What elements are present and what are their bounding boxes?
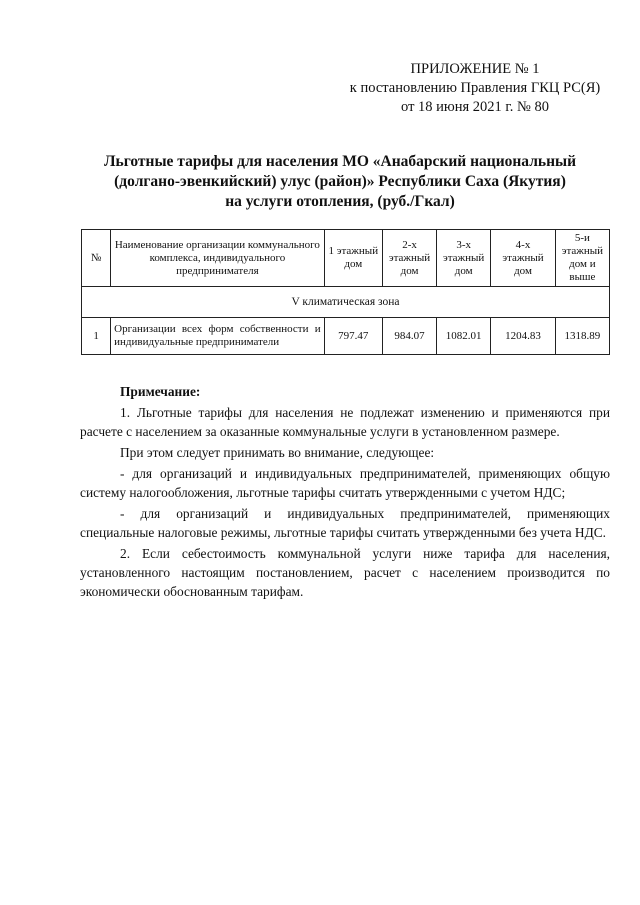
- appendix-resolution: к постановлению Правления ГКЦ РС(Я): [349, 80, 601, 96]
- note-paragraph-4: - для организаций и индивидуальных предпринимателей, применяющих специальные налоговые режимы, льготные тарифы считать утвержденными без учета НДС.: [80, 506, 610, 540]
- header-3-floor: 3-х этажный дом: [437, 230, 491, 287]
- appendix-number: ПРИЛОЖЕНИЕ № 1: [410, 61, 540, 77]
- row-tariff-2-floor: 984.07: [382, 318, 436, 355]
- row-organization: Организации всех форм собственности и индивидуальные предприниматели: [111, 318, 324, 355]
- appendix-date: от 18 июня 2021 г. № 80: [401, 99, 549, 115]
- header-1-floor: 1 этажный дом: [324, 230, 382, 287]
- header-5-floor: 5-и этажный дом и выше: [555, 230, 609, 287]
- notes-label: Примечание:: [120, 384, 201, 399]
- row-tariff-3-floor: 1082.01: [437, 318, 491, 355]
- climate-zone-label: V климатическая зона: [82, 287, 610, 318]
- title-line-2: (долгано-эвенкийский) улус (район)» Республики Саха (Якутия): [114, 173, 566, 190]
- header-2-floor: 2-х этажный дом: [382, 230, 436, 287]
- header-number: №: [82, 230, 111, 287]
- appendix-header: [340, 60, 610, 117]
- row-tariff-5-floor: 1318.89: [555, 318, 609, 355]
- tariff-table: [81, 229, 610, 355]
- title-line-3: на услуги отопления, (руб./Гкал): [225, 193, 455, 210]
- document-title: [80, 152, 600, 212]
- header-4-floor: 4-х этажный дом: [491, 230, 556, 287]
- table-row: [82, 318, 610, 355]
- notes-section: [80, 382, 610, 603]
- row-number: 1: [82, 318, 111, 355]
- climate-zone-row: [82, 287, 610, 318]
- title-line-1: Льготные тарифы для населения МО «Анабарский национальный: [103, 153, 577, 170]
- note-paragraph-1: 1. Льготные тарифы для населения не подлежат изменению и применяются при расчете с населением за оказанные коммунальные услуги в установленном размере.: [80, 405, 610, 439]
- note-paragraph-5: 2. Если себестоимость коммунальной услуги ниже тарифа для населения, установленного настоящим постановлением, расчет с населением производится по экономически обоснованным тарифам.: [80, 546, 610, 599]
- note-paragraph-3: - для организаций и индивидуальных предпринимателей, применяющих общую систему налогообложения, льготные тарифы считать утвержденными с учетом НДС;: [80, 466, 610, 500]
- table-header-row: [82, 230, 610, 287]
- row-tariff-4-floor: 1204.83: [491, 318, 556, 355]
- header-organization: Наименование организации коммунального комплекса, индивидуального предпринимателя: [111, 230, 324, 287]
- note-paragraph-2: При этом следует принимать во внимание, следующее:: [120, 445, 435, 460]
- row-tariff-1-floor: 797.47: [324, 318, 382, 355]
